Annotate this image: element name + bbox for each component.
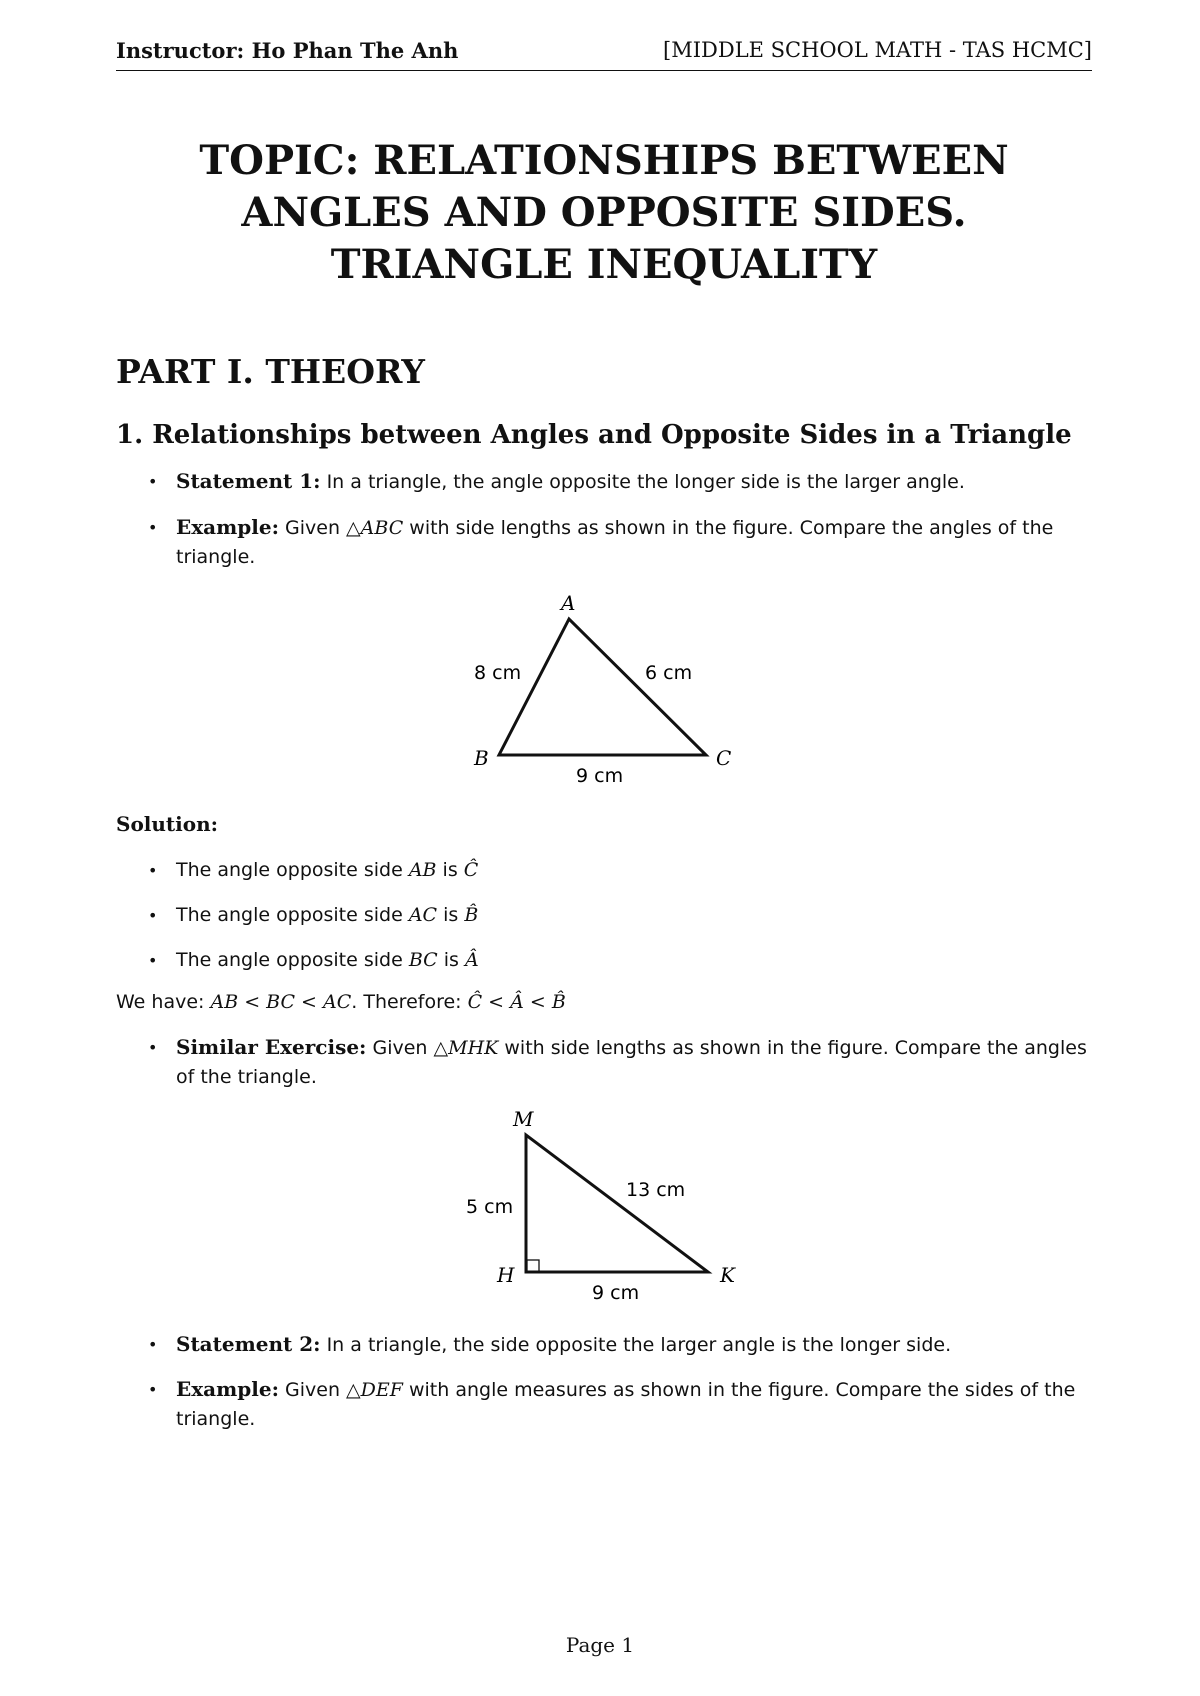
statement-1-text: In a triangle, the angle opposite the longer side is the larger angle.: [320, 471, 965, 493]
solution-heading: Solution:: [116, 812, 219, 836]
solution-item-side: AC: [408, 904, 438, 926]
vertex-k-label: K: [720, 1263, 735, 1287]
title-line-2: ANGLES AND OPPOSITE SIDES.: [241, 189, 967, 236]
instructor-name: Instructor: Ho Phan The Anh: [116, 38, 459, 63]
bullet-icon: •: [148, 906, 158, 925]
example-2: [148, 1375, 1092, 1434]
solution-item-is: is: [437, 949, 465, 971]
right-angle-marker: [527, 1260, 539, 1272]
vertex-h-label: H: [497, 1263, 515, 1287]
example-1-triangle: △ABC: [346, 517, 404, 539]
angle-inequality: Ĉ < Â < B̂: [467, 991, 566, 1013]
triangle-abc: [499, 619, 706, 755]
side-mk-label: 13 cm: [626, 1179, 686, 1201]
similar-exercise-text: with side lengths as shown in the figure. Compare the angles of the triangle.: [176, 1037, 1087, 1088]
statement-2-label: Statement 2:: [176, 1332, 321, 1356]
side-hk-label: 9 cm: [592, 1282, 640, 1304]
bullet-icon: •: [148, 518, 158, 537]
conclusion-we-have: We have:: [116, 991, 211, 1013]
solution-item: [148, 901, 1092, 930]
solution-item-side: BC: [408, 949, 438, 971]
solution-item-is: is: [437, 904, 465, 926]
example-2-pre: Given: [278, 1379, 347, 1401]
solution-item-text: The angle opposite side: [176, 859, 409, 881]
vertex-c-label: C: [716, 746, 732, 770]
bullet-icon: •: [148, 861, 158, 880]
vertex-b-label: B: [474, 746, 489, 770]
conclusion-line: [116, 988, 566, 1017]
bullet-icon: •: [148, 1335, 158, 1354]
page-number: Page 1: [565, 1633, 635, 1657]
side-inequality: AB < BC < AC: [210, 991, 352, 1013]
conclusion-therefore: . Therefore:: [351, 991, 468, 1013]
triangle-mhk: [526, 1135, 708, 1272]
example-1-pre: Given: [278, 517, 347, 539]
title-line-1: TOPIC: RELATIONSHIPS BETWEEN: [199, 137, 1009, 184]
vertex-a-label: A: [561, 591, 576, 615]
similar-exercise: [148, 1033, 1092, 1092]
statement-1-label: Statement 1:: [176, 469, 321, 493]
example-1-text: with side lengths as shown in the figure. Compare the angles of the triangle.: [176, 517, 1054, 568]
bullet-icon: •: [148, 1380, 158, 1399]
side-bc-label: 9 cm: [576, 765, 624, 787]
course-label: [MIDDLE SCHOOL MATH - TAS HCMC]: [663, 38, 1092, 62]
example-2-triangle: △DEF: [346, 1379, 403, 1401]
title-line-3: TRIANGLE INEQUALITY: [330, 241, 878, 288]
bullet-icon: •: [148, 951, 158, 970]
similar-exercise-label: Similar Exercise:: [176, 1035, 367, 1059]
side-ac-label: 6 cm: [645, 662, 693, 684]
statement-2: [148, 1330, 1092, 1360]
example-1-label: Example:: [176, 515, 279, 539]
solution-item-is: is: [436, 859, 464, 881]
statement-2-text: In a triangle, the side opposite the larger angle is the longer side.: [320, 1334, 952, 1356]
example-2-text: with angle measures as shown in the figure. Compare the sides of the triangle.: [176, 1379, 1076, 1430]
side-mh-label: 5 cm: [466, 1196, 514, 1218]
solution-item: [148, 946, 1092, 975]
bullet-icon: •: [148, 1038, 158, 1057]
solution-item-angle: Â: [464, 949, 479, 971]
solution-item-side: AB: [408, 859, 437, 881]
solution-item-angle: Ĉ: [463, 859, 479, 881]
solution-item-text: The angle opposite side: [176, 949, 409, 971]
section-heading: 1. Relationships between Angles and Opposite Sides in a Triangle: [116, 420, 1072, 450]
example-2-label: Example:: [176, 1377, 279, 1401]
solution-item-angle: B̂: [464, 904, 479, 926]
side-ab-label: 8 cm: [474, 662, 522, 684]
bullet-icon: •: [148, 472, 158, 491]
solution-item-text: The angle opposite side: [176, 904, 409, 926]
similar-exercise-triangle: △MHK: [433, 1037, 499, 1059]
solution-item: [148, 856, 1092, 885]
similar-exercise-pre: Given: [366, 1037, 434, 1059]
vertex-m-label: M: [513, 1107, 534, 1131]
part-heading: PART I. THEORY: [116, 352, 425, 391]
